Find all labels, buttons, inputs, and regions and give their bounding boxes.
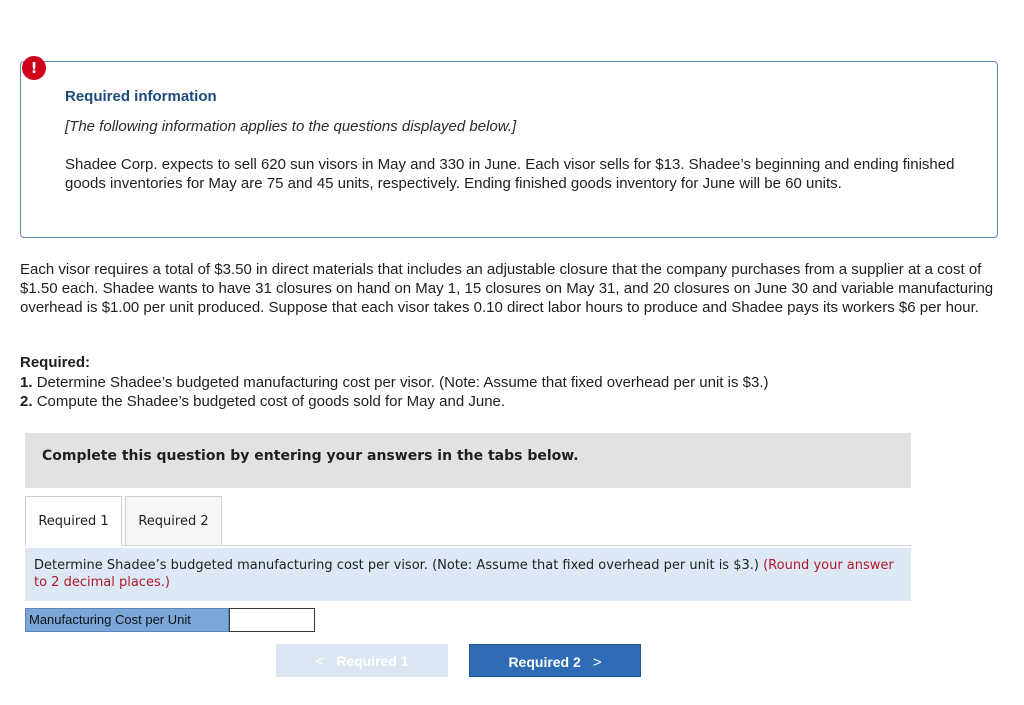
alert-icon: ! — [22, 56, 46, 80]
required-item-text: Compute the Shadee’s budgeted cost of goods sold for May and June. — [36, 393, 506, 410]
info-note: [The following information applies to the questions displayed below.] — [65, 118, 517, 135]
complete-question-banner — [25, 433, 911, 488]
chevron-right-icon: > — [592, 654, 602, 671]
required-item-number: 2. — [20, 393, 33, 410]
required-heading: Required: — [20, 354, 91, 371]
manufacturing-cost-label: Manufacturing Cost per Unit — [25, 608, 229, 632]
required-item-text: Determine Shadee’s budgeted manufacturing cost per visor. (Note: Assume that fixed overhead per unit is $3.) — [36, 374, 769, 391]
required-item-2 — [20, 392, 769, 411]
next-required-2-button[interactable] — [469, 644, 641, 677]
required-list — [20, 373, 769, 411]
required-information-box — [20, 61, 998, 238]
next-button-label: Required 2 — [508, 654, 581, 670]
problem-paragraph: Each visor requires a total of $3.50 in direct materials that includes an adjustable closure that the company purchases from a supplier at a cost of $1.50 each. Shadee wants to have 31 closures on hand on May 1, 15 closures on May 31, and 20 closures on June 30 and variable manufacturing overhead is $1.00 per unit produced. Suppose that each visor takes 0.10 direct labor hours to produce and Shadee pays its workers $6 per hour. — [20, 261, 994, 316]
instruction-question: Determine Shadee’s budgeted manufacturing cost per visor. (Note: Assume that fixed overhead per unit is $3.) — [34, 558, 759, 573]
instruction-banner — [25, 548, 911, 601]
chevron-left-icon: < — [315, 653, 325, 670]
info-title: Required information — [65, 88, 217, 105]
instruction-text — [34, 557, 900, 591]
tab-divider — [25, 545, 911, 546]
info-body: Shadee Corp. expects to sell 620 sun visors in May and 330 in June. Each visor sells for $13. Shadee’s beginning and ending finished goods inventories for May are 75 and 45 units, respectively. Ending finished goods inventory for June will be 60 units. — [65, 156, 955, 192]
instruction-hint: (Round your answer to 2 decimal places.) — [34, 558, 894, 590]
tab-required-2[interactable]: Required 2 — [125, 496, 222, 546]
required-item-number: 1. — [20, 374, 33, 391]
complete-question-text: Complete this question by entering your answers in the tabs below. — [42, 448, 579, 464]
required-item-1 — [20, 373, 769, 392]
manufacturing-cost-input[interactable] — [229, 608, 315, 632]
prev-button-label: Required 1 — [336, 653, 409, 669]
tab-required-1[interactable]: Required 1 — [25, 496, 122, 546]
prev-required-1-button[interactable] — [276, 644, 448, 677]
